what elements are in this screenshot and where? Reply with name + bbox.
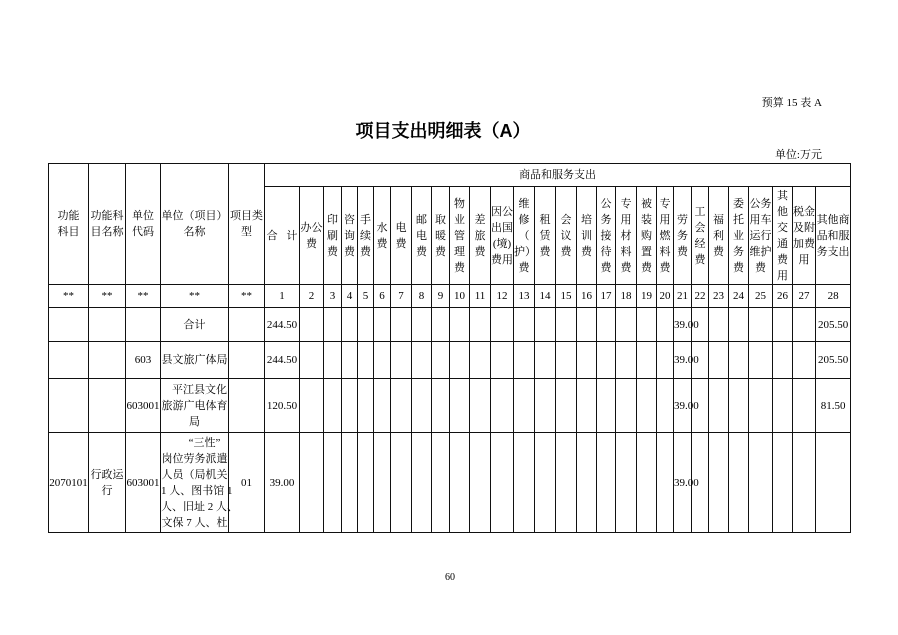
header-expense-16: 培 训 费 [577,187,597,285]
amount-cell-9 [432,379,450,433]
header-project-type: 项目类 型 [229,164,265,285]
amount-cell-26 [773,379,793,433]
amount-cell-27 [793,433,816,533]
amount-cell-18 [616,308,637,342]
document-title: 项目支出明细表（A） [355,121,531,141]
index-cell: 15 [556,285,577,308]
header-expense-17: 公 务 接 待 费 [597,187,616,285]
amount-cell-3 [324,433,342,533]
header-expense-14: 租 赁 费 [535,187,556,285]
amount-cell-26 [773,433,793,533]
table-row [49,342,851,379]
amount-cell-11 [470,433,491,533]
amount-cell-1: 120.50 [265,379,300,433]
index-cell: 12 [491,285,514,308]
index-cell: 27 [793,285,816,308]
func-name-cell [89,342,126,379]
func-code-cell [49,308,89,342]
amount-cell-5 [358,379,374,433]
header-expense-18: 专 用 材 料 费 [616,187,637,285]
header-expense-12: 因公 出国 (境) 费用 [491,187,514,285]
header-unit-name: 单位（项目） 名称 [161,164,229,285]
amount-cell-28: 205.50 [816,308,851,342]
amount-cell-19 [637,342,657,379]
header-unit-code: 单位 代码 [126,164,161,285]
header-row [49,164,851,187]
table-row [49,379,851,433]
unit-name-cell: 平江县文化 旅游广电体育 局 [161,379,229,433]
header-expense-27: 税金 及附 加费 用 [793,187,816,285]
amount-cell-24 [729,342,749,379]
index-cell: 22 [692,285,709,308]
amount-cell-23 [709,308,729,342]
amount-cell-25 [749,379,773,433]
amount-cell-28: 205.50 [816,342,851,379]
amount-cell-9 [432,342,450,379]
amount-cell-26 [773,308,793,342]
index-cell: 5 [358,285,374,308]
amount-cell-6 [374,433,391,533]
amount-cell-12 [491,342,514,379]
amount-cell-13 [514,308,535,342]
index-cell: 25 [749,285,773,308]
index-cell: 16 [577,285,597,308]
index-cell: 1 [265,285,300,308]
unit-name-cell: 合计 [161,308,229,342]
amount-cell-17 [597,342,616,379]
amount-cell-17 [597,433,616,533]
amount-cell-4 [342,308,358,342]
amount-cell-5 [358,308,374,342]
project-type-cell [229,379,265,433]
amount-cell-24 [729,433,749,533]
amount-cell-4 [342,379,358,433]
amount-cell-7 [391,342,412,379]
amount-cell-21: 39.00 [674,342,692,379]
index-cell: ** [161,285,229,308]
index-cell: 28 [816,285,851,308]
amount-cell-10 [450,342,470,379]
index-cell: ** [229,285,265,308]
amount-cell-21: 39.00 [674,379,692,433]
project-type-cell: 01 [229,433,265,533]
unit-name-cell: 县文旅广体局 [161,342,229,379]
header-expense-24: 委 托 业 务 费 [729,187,749,285]
header-expense-5: 手 续 费 [358,187,374,285]
header-expense-13: 维 修 （ 护） 费 [514,187,535,285]
amount-cell-16 [577,308,597,342]
table-row [49,433,851,533]
func-code-cell: 2070101 [49,433,89,533]
amount-cell-4 [342,433,358,533]
amount-cell-27 [793,342,816,379]
amount-cell-20 [657,342,674,379]
amount-cell-14 [535,308,556,342]
header-expense-9: 取 暖 费 [432,187,450,285]
amount-cell-26 [773,342,793,379]
amount-cell-19 [637,379,657,433]
amount-cell-19 [637,308,657,342]
amount-cell-19 [637,433,657,533]
unit-code-cell [126,308,161,342]
header-expense-11: 差 旅 费 [470,187,491,285]
amount-cell-7 [391,433,412,533]
header-expense-15: 会 议 费 [556,187,577,285]
unit-name-cell: “三性” 岗位劳务派遣 人员（局机关 1 人、图书馆 1 人、旧址 2 人、 文保 7 人、杜 [161,433,229,533]
unit-label: 单位:万元 [774,149,822,161]
amount-cell-16 [577,433,597,533]
amount-cell-18 [616,379,637,433]
amount-cell-20 [657,433,674,533]
amount-cell-16 [577,342,597,379]
index-cell: 3 [324,285,342,308]
amount-cell-3 [324,342,342,379]
amount-cell-2 [300,433,324,533]
header-expense-2: 办公 费 [300,187,324,285]
amount-cell-15 [556,433,577,533]
amount-cell-9 [432,308,450,342]
amount-cell-20 [657,308,674,342]
index-cell: 9 [432,285,450,308]
amount-cell-21: 39.00 [674,308,692,342]
unit-code-cell: 603001 [126,433,161,533]
header-expense-26: 其 他 交 通 费 用 [773,187,793,285]
header-expense-8: 邮 电 费 [412,187,432,285]
index-cell: ** [126,285,161,308]
amount-cell-25 [749,342,773,379]
index-cell: 14 [535,285,556,308]
header-expense-25: 公务 用车 运行 维护 费 [749,187,773,285]
header-expense-1: 合 计 [265,187,300,285]
table-row [49,308,851,342]
amount-cell-24 [729,379,749,433]
amount-cell-14 [535,433,556,533]
header-expense-20: 专 用 燃 料 费 [657,187,674,285]
amount-cell-28: 81.50 [816,379,851,433]
func-code-cell [49,379,89,433]
amount-cell-23 [709,379,729,433]
index-cell: ** [89,285,126,308]
amount-cell-9 [432,433,450,533]
amount-cell-17 [597,379,616,433]
amount-cell-10 [450,433,470,533]
amount-cell-15 [556,308,577,342]
amount-cell-28 [816,433,851,533]
table-body [49,164,851,533]
header-func-name: 功能科 目名称 [89,164,126,285]
amount-cell-8 [412,433,432,533]
amount-cell-5 [358,342,374,379]
func-name-cell [89,308,126,342]
index-cell: 2 [300,285,324,308]
project-type-cell [229,308,265,342]
header-expense-3: 印 刷 费 [324,187,342,285]
amount-cell-23 [709,342,729,379]
amount-cell-14 [535,379,556,433]
func-code-cell [49,342,89,379]
header-expense-28: 其他商 品和服 务支出 [816,187,851,285]
amount-cell-1: 39.00 [265,433,300,533]
project-type-cell [229,342,265,379]
header-expense-23: 福 利 费 [709,187,729,285]
amount-cell-23 [709,433,729,533]
amount-cell-12 [491,379,514,433]
amount-cell-17 [597,308,616,342]
amount-cell-24 [729,308,749,342]
header-expense-6: 水 费 [374,187,391,285]
amount-cell-12 [491,308,514,342]
amount-cell-1: 244.50 [265,308,300,342]
amount-cell-27 [793,379,816,433]
amount-cell-7 [391,308,412,342]
index-cell: 11 [470,285,491,308]
amount-cell-20 [657,379,674,433]
amount-cell-4 [342,342,358,379]
amount-cell-25 [749,308,773,342]
amount-cell-25 [749,433,773,533]
unit-code-cell: 603 [126,342,161,379]
amount-cell-8 [412,379,432,433]
index-row [49,285,851,308]
index-cell: 10 [450,285,470,308]
amount-cell-14 [535,342,556,379]
amount-cell-13 [514,379,535,433]
amount-cell-1: 244.50 [265,342,300,379]
index-cell: 20 [657,285,674,308]
table-number: 预算 15 表 A [761,97,822,109]
amount-cell-10 [450,308,470,342]
index-cell: 8 [412,285,432,308]
amount-cell-13 [514,433,535,533]
amount-cell-3 [324,379,342,433]
amount-cell-11 [470,342,491,379]
amount-cell-13 [514,342,535,379]
amount-cell-21: 39.00 [674,433,692,533]
amount-cell-6 [374,308,391,342]
index-cell: 23 [709,285,729,308]
amount-cell-5 [358,433,374,533]
amount-cell-6 [374,342,391,379]
amount-cell-11 [470,379,491,433]
index-cell: 4 [342,285,358,308]
index-cell: 26 [773,285,793,308]
index-cell: 18 [616,285,637,308]
index-cell: 21 [674,285,692,308]
project-expense-table [48,163,851,533]
index-cell: 17 [597,285,616,308]
amount-cell-11 [470,308,491,342]
amount-cell-15 [556,379,577,433]
amount-cell-18 [616,433,637,533]
amount-cell-2 [300,379,324,433]
header-expense-7: 电 费 [391,187,412,285]
amount-cell-3 [324,308,342,342]
index-cell: ** [49,285,89,308]
index-cell: 6 [374,285,391,308]
func-name-cell: 行政运 行 [89,433,126,533]
header-expense-22: 工 会 经 费 [692,187,709,285]
header-goods-and-services: 商品和服务支出 [265,164,851,187]
amount-cell-8 [412,342,432,379]
amount-cell-15 [556,342,577,379]
amount-cell-18 [616,342,637,379]
amount-cell-27 [793,308,816,342]
amount-cell-2 [300,308,324,342]
header-expense-4: 咨 询 费 [342,187,358,285]
index-cell: 7 [391,285,412,308]
header-func-code: 功能 科目 [49,164,89,285]
amount-cell-6 [374,379,391,433]
amount-cell-16 [577,379,597,433]
index-cell: 13 [514,285,535,308]
amount-cell-2 [300,342,324,379]
page-number: 60 [445,572,455,583]
amount-cell-10 [450,379,470,433]
header-expense-21: 劳 务 费 [674,187,692,285]
amount-cell-8 [412,308,432,342]
unit-code-cell: 603001 [126,379,161,433]
amount-cell-12 [491,433,514,533]
amount-cell-7 [391,379,412,433]
index-cell: 24 [729,285,749,308]
func-name-cell [89,379,126,433]
index-cell: 19 [637,285,657,308]
header-expense-19: 被 装 购 置 费 [637,187,657,285]
header-expense-10: 物 业 管 理 费 [450,187,470,285]
